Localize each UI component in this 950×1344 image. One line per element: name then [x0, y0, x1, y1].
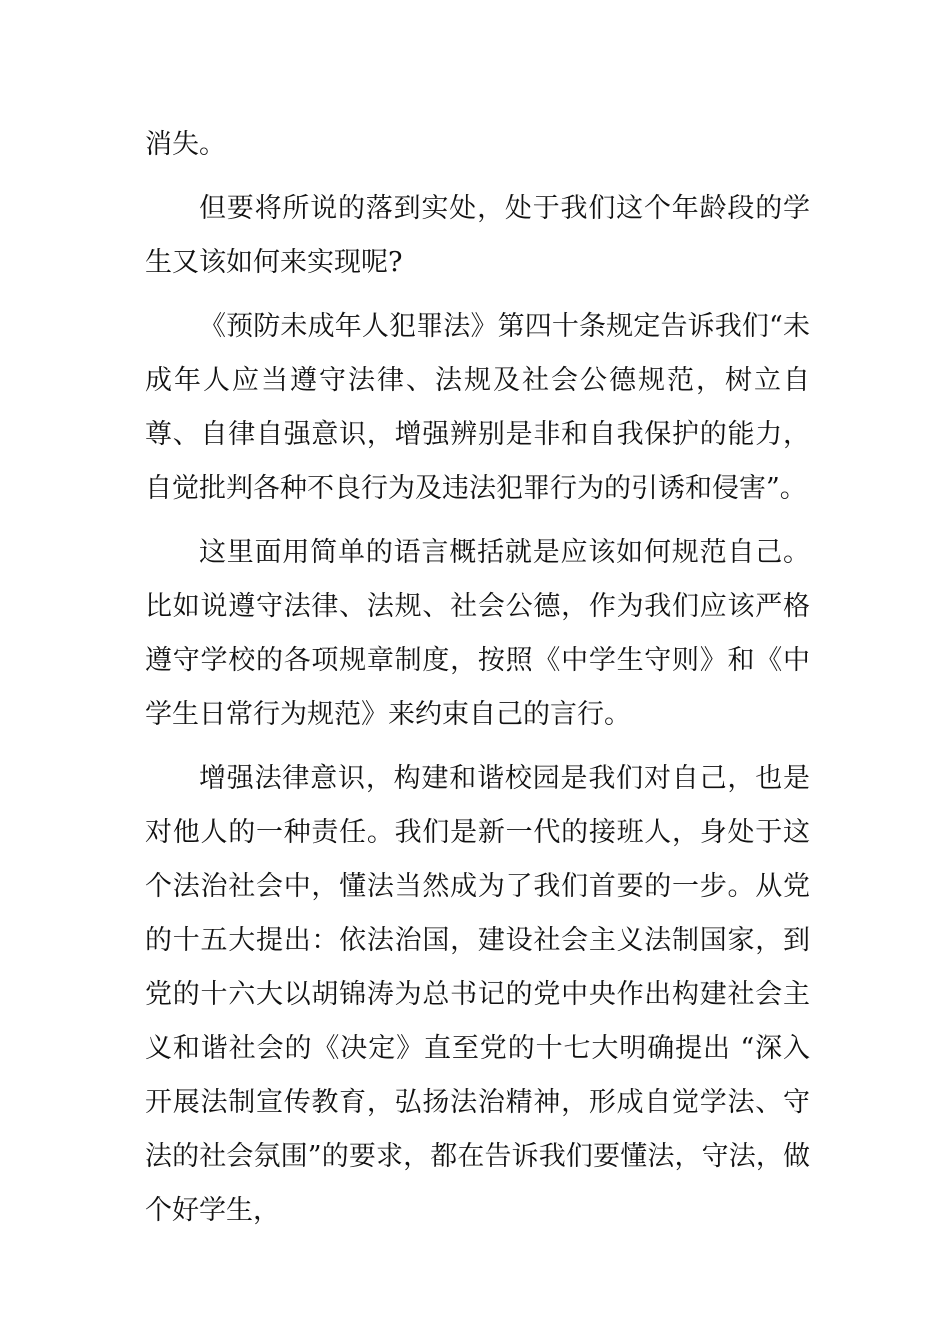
paragraph-4: 这里面用简单的语言概括就是应该如何规范自己。比如说遵守法律、法规、社会公德，作为我们应该严格遵守学校的各项规章制度，按照《中学生守则》和《中学生日常行为规范》来约束自己的言行。	[145, 537, 810, 730]
paragraph-1: 消失。	[145, 129, 226, 160]
paragraph-5: 增强法律意识，构建和谐校园是我们对自己，也是对他人的一种责任。我们是新一代的接班人，身处于这个法治社会中，懂法当然成为了我们首要的一步。从党的十五大提出：依法治国，建设社会主义法制国家，到党的十六大以胡锦涛为总书记的党中央作出构建社会主义和谐社会的《决定》直至党的十七大明确提出 “深入开展法制宣传教育，弘扬法治精神，形成自觉学法、守法的社会氛围”的要求，都在告诉我们要懂法，守法，做个好学生，	[145, 763, 810, 1226]
paragraph-2: 但要将所说的落到实处，处于我们这个年龄段的学生又该如何来实现呢?	[145, 193, 810, 278]
paragraph-3: 《预防未成年人犯罪法》第四十条规定告诉我们“未成年人应当遵守法律、法规及社会公德规范，树立自尊、自律自强意识，增强辨别是非和自我保护的能力，自觉批判各种不良行为及违法犯罪行为的引诱和侵害”。	[145, 311, 810, 504]
document-body	[145, 118, 810, 1248]
